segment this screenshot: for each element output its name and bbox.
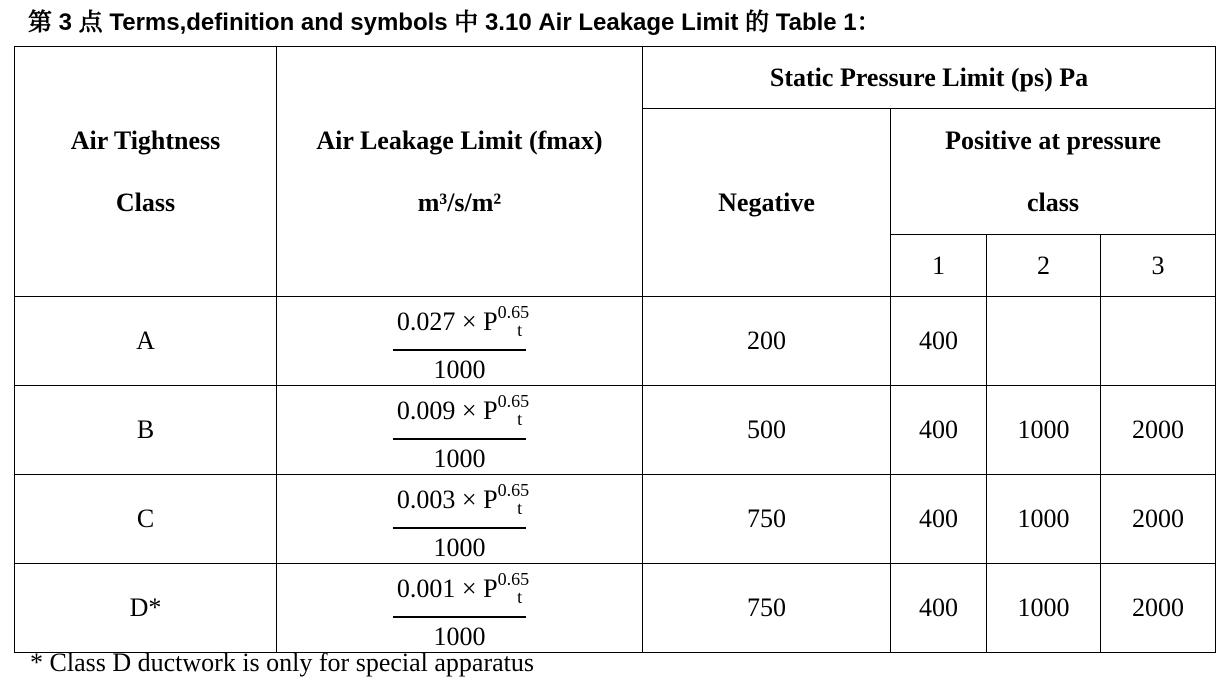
- formula-times: ×: [461, 485, 477, 514]
- positive-class-2-cell: 1000: [987, 564, 1101, 653]
- formula-fraction: [393, 564, 530, 652]
- formula-subscript: t: [517, 498, 523, 518]
- formula-denominator: 1000: [433, 622, 486, 651]
- formula-exponent: 0.65: [497, 302, 530, 322]
- positive-class-3-cell: 2000: [1101, 386, 1216, 475]
- positive-class-2-cell: 1000: [987, 386, 1101, 475]
- formula-subscript: t: [517, 587, 523, 607]
- positive-class-3-cell: [1101, 297, 1216, 386]
- formula-numerator: [393, 386, 530, 440]
- formula-times: ×: [461, 307, 477, 336]
- formula-exponent: 0.65: [497, 569, 530, 589]
- positive-class-2-cell: [987, 297, 1101, 386]
- header-line: class: [1027, 187, 1080, 217]
- positive-class-3-cell: 2000: [1101, 475, 1216, 564]
- footnote: * Class D ductwork is only for special apparatus: [30, 648, 535, 677]
- formula-times: ×: [461, 574, 477, 603]
- positive-class-1-cell: 400: [891, 475, 987, 564]
- formula-numerator: [393, 297, 530, 351]
- header-air-tightness-class: [15, 47, 277, 297]
- formula-variable: P: [483, 307, 498, 336]
- formula-cell: [277, 386, 643, 475]
- formula-coefficient: 0.027: [396, 307, 456, 336]
- header-positive: [891, 109, 1216, 235]
- formula-denominator: 1000: [433, 355, 486, 384]
- class-cell: B: [15, 386, 277, 475]
- formula-coefficient: 0.003: [396, 485, 456, 514]
- negative-cell: 200: [643, 297, 891, 386]
- positive-class-2-cell: 1000: [987, 475, 1101, 564]
- formula-coefficient: 0.001: [396, 574, 456, 603]
- air-leakage-table: [14, 46, 1216, 653]
- formula-cell: [277, 297, 643, 386]
- formula-variable: P: [483, 485, 498, 514]
- formula-fraction: [393, 386, 530, 474]
- table-body: [15, 297, 1216, 653]
- section-heading: 第 3 点 Terms,definition and symbols 中 3.10 Air Leakage Limit 的 Table 1：: [28, 9, 881, 36]
- negative-cell: 750: [643, 564, 891, 653]
- table-row: [15, 386, 1216, 475]
- formula-numerator: [393, 564, 530, 618]
- positive-class-1-cell: 400: [891, 297, 987, 386]
- pressure-class-2: 2: [987, 235, 1101, 297]
- header-line: Positive at pressure: [945, 125, 1161, 155]
- formula-subscript: t: [517, 320, 523, 340]
- formula-variable: P: [483, 396, 498, 425]
- formula-exponent: 0.65: [497, 391, 530, 411]
- formula-denominator: 1000: [433, 444, 486, 473]
- table-row: [15, 564, 1216, 653]
- formula-subscript: t: [517, 409, 523, 429]
- formula-fraction: [393, 475, 530, 563]
- pressure-class-3: 3: [1101, 235, 1216, 297]
- formula-fraction: [393, 297, 530, 385]
- positive-class-3-cell: 2000: [1101, 564, 1216, 653]
- header-unit: m³/s/m²: [417, 187, 502, 217]
- formula-times: ×: [461, 396, 477, 425]
- formula-numerator: [393, 475, 530, 529]
- class-cell: C: [15, 475, 277, 564]
- class-cell: D*: [15, 564, 277, 653]
- table-row: [15, 297, 1216, 386]
- formula-denominator: 1000: [433, 533, 486, 562]
- header-line: Air Leakage Limit (fmax): [316, 125, 603, 155]
- class-cell: A: [15, 297, 277, 386]
- positive-class-1-cell: 400: [891, 564, 987, 653]
- formula-exponent: 0.65: [497, 480, 530, 500]
- pressure-class-1: 1: [891, 235, 987, 297]
- header-air-leakage-limit: [277, 47, 643, 297]
- formula-variable: P: [483, 574, 498, 603]
- header-negative: Negative: [643, 109, 891, 297]
- positive-class-1-cell: 400: [891, 386, 987, 475]
- negative-cell: 500: [643, 386, 891, 475]
- formula-coefficient: 0.009: [396, 396, 456, 425]
- header-line: Class: [115, 187, 176, 217]
- formula-cell: [277, 475, 643, 564]
- formula-cell: [277, 564, 643, 653]
- negative-cell: 750: [643, 475, 891, 564]
- table-row: [15, 475, 1216, 564]
- header-line: Air Tightness: [70, 125, 221, 155]
- header-static-pressure-limit: Static Pressure Limit (ps) Pa: [643, 47, 1216, 109]
